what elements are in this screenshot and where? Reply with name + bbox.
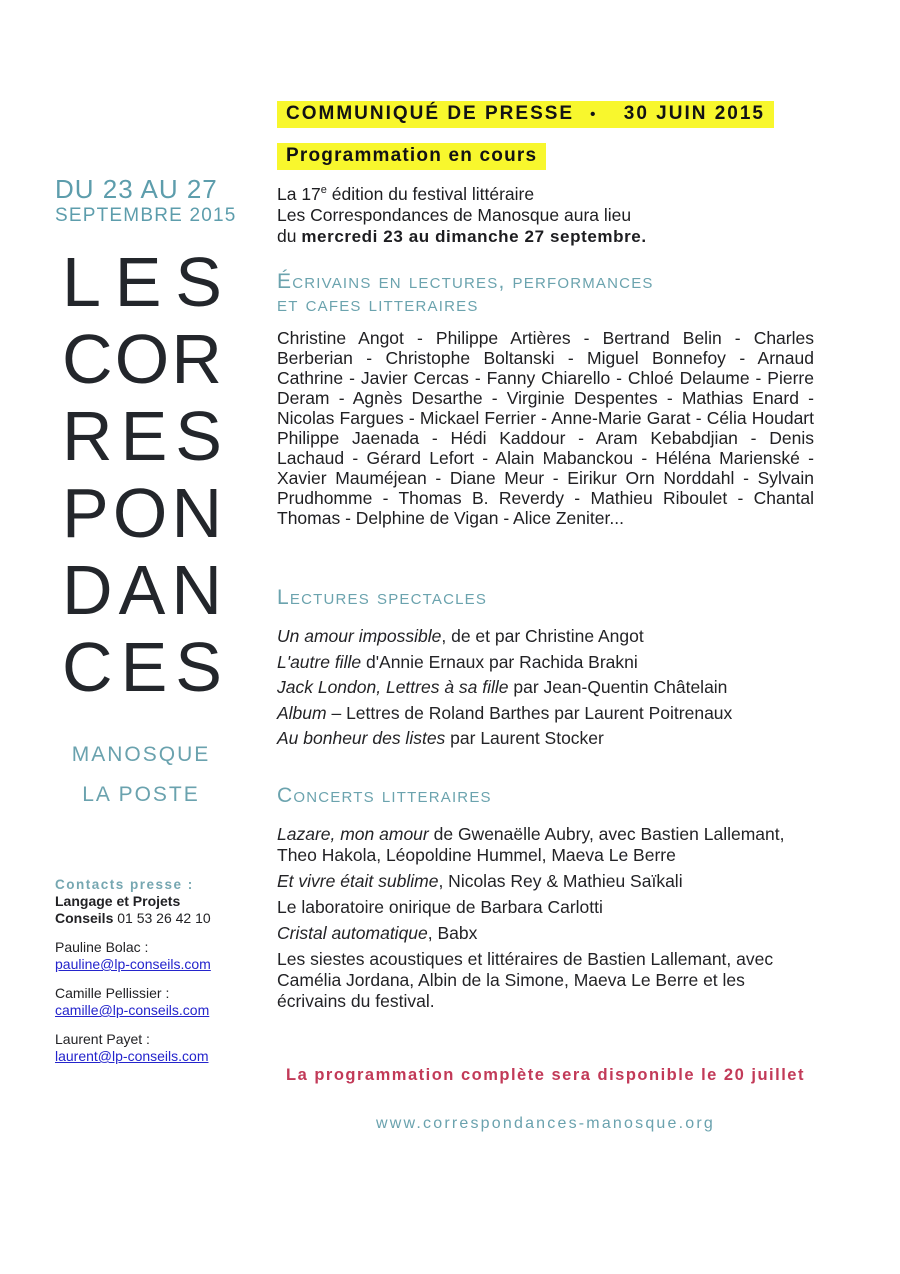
lecture-item: Jack London, Lettres à sa fille par Jean-Quentin Châtelain [277, 677, 728, 697]
festival-logo [62, 244, 222, 706]
location-line1: MANOSQUE [71, 743, 211, 766]
concert-item: Les siestes acoustiques et littéraires de Bastien Lallemant, avec Camélia Jordana, Albin de la Simone, Maeva Le Berre et les écrivains du festival. [277, 949, 774, 1011]
availability-note: La programmation complète sera disponible le 20 juillet [286, 1066, 805, 1084]
section-title-concerts: Concerts litteraires [277, 784, 492, 807]
lecture-item: Un amour impossible, de et par Christine Angot [277, 626, 644, 646]
agency-phone: 01 53 26 42 10 [113, 910, 211, 926]
location-line2: LA POSTE [82, 783, 200, 806]
intro-line1: La 17e édition du festival littéraire [277, 183, 535, 204]
festival-dates [55, 174, 237, 227]
press-release-date: 30 JUIN 2015 [623, 103, 765, 124]
lecture-item: L'autre fille d'Annie Ernaux par Rachida Brakni [277, 651, 638, 672]
writers-list: Christine Angot - Philippe Artières - Bertrand Belin - Charles Berberian - Christophe Boltanski - Miguel Bonnefoy - Arnaud Cathrine - Javier Cercas - Fanny Chiarello - Chloé Delaume - Pierre Deram - Agnès Desarthe - Virginie Despentes - Mathias Enard - Nicolas Fargues - Mickael Ferrier - Anne-Marie Garat - Célia Houdart Philippe Jaenada - Hédi Kaddour - Aram Kebabdjian - Denis Lachaud - Gérard Lefort - Alain Mabanckou - Héléna Marienské - Xavier Mauméjean - Diane Meur - Eirikur Orn Norddahl - Sylvain Prudhomme - Thomas B. Reverdy - Mathieu Riboulet - Chantal Thomas - Delphine de Vigan - Alice Zeniter... [277, 328, 814, 528]
logo-row: C O R [62, 320, 222, 398]
agency-name-line2-and-phone [55, 910, 255, 927]
contact-email-link[interactable]: laurent@lp-conseils.com [55, 1048, 209, 1064]
section-title-ecrivains: Écrivains en lectures, performances et cafes litteraires [277, 270, 654, 316]
ordinal-superscript: e [320, 184, 327, 196]
agency-name-bold: Conseils [55, 910, 114, 926]
concert-item: Et vivre était sublime, Nicolas Rey & Mathieu Saïkali [277, 871, 683, 891]
contact-name: Pauline Bolac : [55, 939, 149, 955]
press-release-title: COMMUNIQUÉ DE PRESSE [286, 103, 575, 124]
intro-line3: du mercredi 23 au dimanche 27 septembre. [277, 225, 647, 246]
agency-name-line1: Langage et Projets [55, 893, 181, 909]
contact-email-link[interactable]: camille@lp-conseils.com [55, 1002, 210, 1018]
lecture-item: Album – Lettres de Roland Barthes par Laurent Poitrenaux [277, 702, 733, 723]
press-contacts-heading: Contacts presse : [55, 877, 194, 892]
logo-row: L E S [62, 243, 222, 321]
lecture-item: Au bonheur des listes par Laurent Stocker [277, 728, 604, 748]
logo-row: R E S [62, 397, 222, 475]
concert-item: Cristal automatique, Babx [277, 923, 478, 943]
section-title-lectures: Lectures spectacles [277, 586, 488, 609]
press-release-title-bar [277, 101, 774, 128]
contact-name: Camille Pellissier : [55, 985, 170, 1001]
festival-website-link[interactable]: www.correspondances-manosque.org [376, 1115, 715, 1132]
press-release-subtitle: Programmation en cours [277, 143, 546, 170]
intro-line2: Les Correspondances de Manosque aura lieu [277, 204, 632, 225]
bullet-separator: • [590, 105, 598, 123]
intro-dates-bold: mercredi 23 au dimanche 27 septembre. [301, 226, 647, 246]
contact-person [55, 985, 255, 1019]
festival-dates-line1: DU 23 AU 27 [55, 174, 218, 204]
concert-item: Le laboratoire onirique de Barbara Carlotti [277, 897, 603, 917]
contact-person [55, 1031, 255, 1065]
concerts-list [277, 824, 814, 1017]
press-contacts [55, 876, 255, 1065]
festival-location [50, 744, 232, 805]
logo-row: C E S [62, 628, 222, 706]
lectures-spectacles-list [277, 624, 814, 752]
contact-person [55, 939, 255, 973]
contact-email-link[interactable]: pauline@lp-conseils.com [55, 956, 211, 972]
logo-row: D A N [62, 551, 222, 629]
logo-row: P O N [62, 474, 222, 552]
intro-paragraph [277, 180, 647, 247]
festival-dates-line2: SEPTEMBRE 2015 [55, 205, 237, 226]
concert-item: Lazare, mon amour de Gwenaëlle Aubry, avec Bastien Lallemant, Theo Hakola, Léopoldine Hummel, Maeva Le Berre [277, 824, 785, 865]
contact-name: Laurent Payet : [55, 1031, 150, 1047]
